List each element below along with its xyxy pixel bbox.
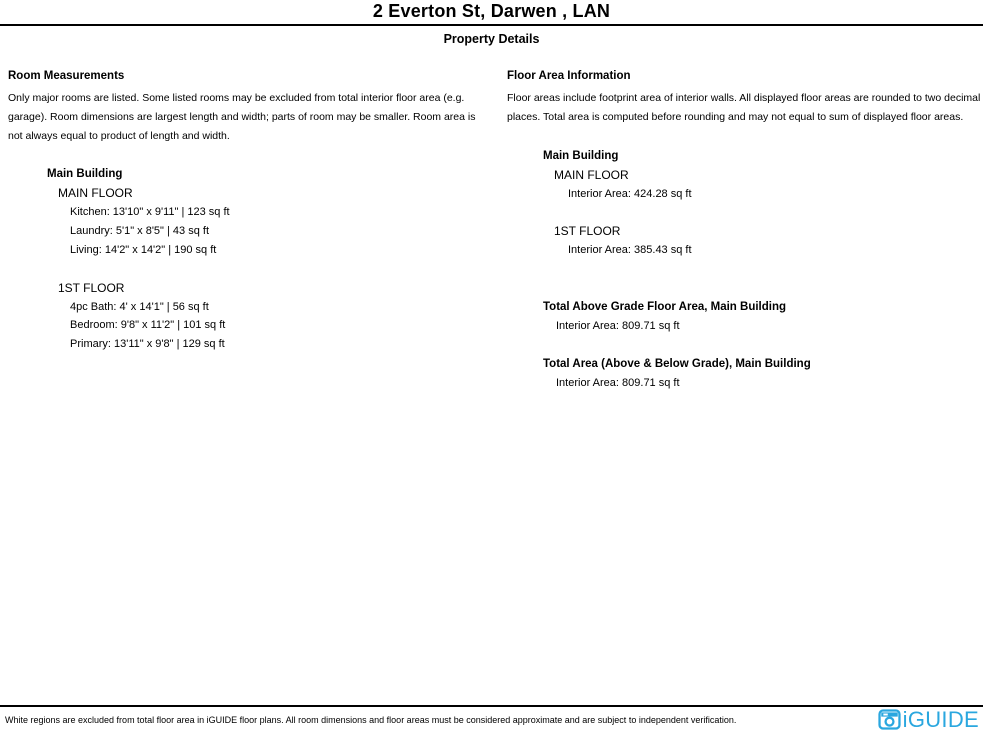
iguide-logo	[878, 708, 979, 731]
interior-area-value: Interior Area: 385.43 sq ft	[568, 244, 692, 257]
building-name: Main Building	[47, 168, 123, 181]
interior-area-value: Interior Area: 809.71 sq ft	[556, 376, 680, 389]
room-measurement: Kitchen: 13'10" x 9'11" | 123 sq ft	[70, 206, 230, 219]
floor-area-information-section	[507, 69, 983, 392]
room-measurements-description: Only major rooms are listed. Some listed rooms may be excluded from total interior floor area (e.g. garage). Room dimensions are largest length and width; parts of room may be smaller. Room area is not always equal to product of length and width.	[8, 92, 476, 142]
total-above-below-grade-heading: Total Area (Above & Below Grade), Main Building	[543, 357, 811, 370]
iguide-logo-text: iGUIDE	[902, 707, 979, 732]
page-title: 2 Everton St, Darwen , LAN	[372, 1, 611, 21]
room-measurement: 4pc Bath: 4' x 14'1" | 56 sq ft	[70, 300, 209, 313]
total-above-grade-block	[543, 298, 983, 336]
room-measurement: Living: 14'2" x 14'2" | 190 sq ft	[70, 243, 217, 256]
floor-1st-floor	[47, 279, 480, 354]
floor-name: 1ST FLOOR	[554, 224, 621, 239]
room-measurement: Primary: 13'11" x 9'8" | 129 sq ft	[70, 337, 225, 350]
floor-area-building	[543, 147, 983, 260]
interior-area-value: Interior Area: 809.71 sq ft	[556, 320, 680, 332]
floor-area-information-heading: Floor Area Information	[507, 70, 631, 82]
floor-area-information-description: Floor areas include footprint area of interior walls. All displayed floor areas are rounded to two decimal places. Total area is computed before rounding and may not equal to sum of displayed floor areas.	[507, 92, 981, 123]
footer-disclaimer: White regions are excluded from total floor area in iGUIDE floor plans. All room dimensions and floor areas must be considered approximate and are subject to independent verification.	[5, 715, 737, 725]
room-measurements-building	[47, 165, 480, 353]
floor-name: MAIN FLOOR	[58, 186, 133, 201]
floor-1st-floor-area	[543, 222, 983, 260]
total-above-below-grade-block	[543, 355, 983, 393]
room-measurements-section	[8, 69, 480, 354]
floor-area-totals	[543, 298, 983, 392]
header-divider	[0, 24, 983, 26]
iguide-camera-icon	[878, 708, 901, 731]
building-name: Main Building	[543, 149, 619, 162]
room-measurement: Bedroom: 9'8" x 11'2" | 101 sq ft	[70, 319, 226, 332]
room-measurement: Laundry: 5'1" x 8'5" | 43 sq ft	[70, 225, 210, 238]
floor-main-floor-area	[543, 166, 983, 204]
room-measurements-heading: Room Measurements	[8, 70, 125, 82]
total-above-grade-heading: Total Above Grade Floor Area, Main Building	[543, 301, 787, 313]
interior-area-value: Interior Area: 424.28 sq ft	[568, 187, 692, 200]
floor-main-floor	[47, 184, 480, 259]
footer-divider	[0, 705, 983, 707]
floor-name: 1ST FLOOR	[58, 280, 125, 295]
floor-name: MAIN FLOOR	[554, 167, 629, 182]
page-subtitle: Property Details	[443, 32, 540, 46]
